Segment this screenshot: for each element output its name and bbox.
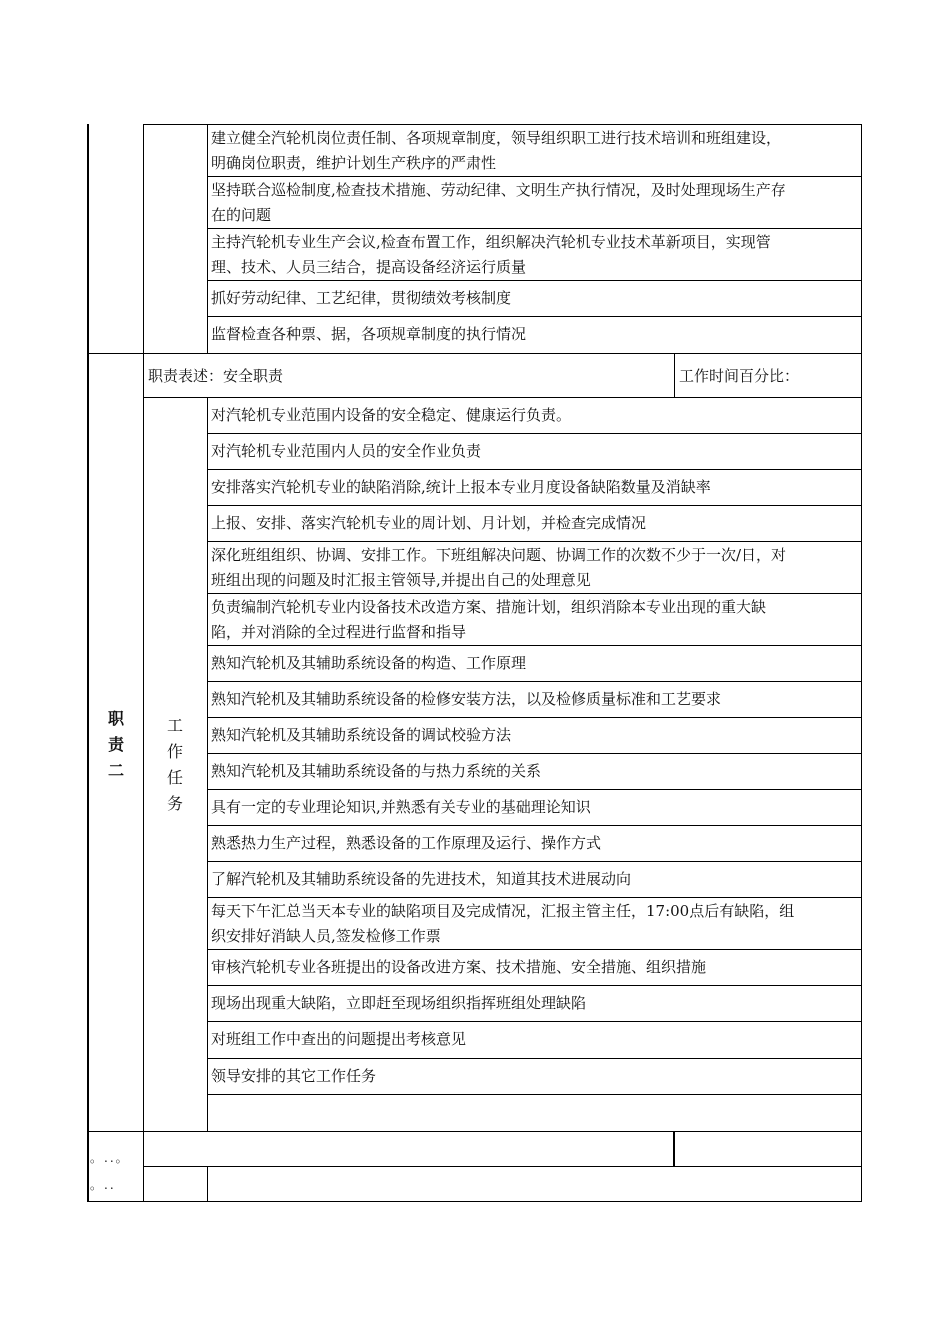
description-row-bottom: [143, 397, 862, 398]
footer-row-marker: 。..: [90, 1178, 116, 1192]
section2-row-divider: [207, 717, 862, 718]
section2-row-divider: [207, 753, 862, 754]
section2-task-item: 熟知汽轮机及其辅助系统设备的构造、工作原理: [211, 653, 527, 672]
task-label-char: 务: [166, 794, 183, 813]
section2-row-divider: [207, 433, 862, 434]
section2-task-item: 领导安排的其它工作任务: [211, 1066, 377, 1085]
section2-task-item: 熟悉热力生产过程，熟悉设备的工作原理及运行、操作方式: [211, 833, 602, 852]
section2-row-divider: [207, 897, 862, 898]
section-separator: [87, 353, 862, 354]
column-divider-2-footer: [207, 1166, 208, 1202]
section2-row-divider: [207, 861, 862, 862]
section2-row-divider: [207, 789, 862, 790]
section2-task-item: 审核汽轮机专业各班提出的设备改进方案、技术措施、安全措施、组织措施: [211, 957, 707, 976]
section1-task-item: 监督检查各种票、据，各项规章制度的执行情况: [211, 325, 527, 343]
responsibility-description: 职责表述：安全职责: [148, 367, 284, 385]
section1-row-divider: [207, 316, 862, 317]
section2-row-divider: [207, 645, 862, 646]
section1-task-item: 抓好劳动纪律、工艺纪律，贯彻绩效考核制度: [211, 288, 512, 307]
side-label-char: 二: [107, 761, 124, 780]
column-divider-1: [143, 124, 144, 1202]
section2-row-divider: [207, 1021, 862, 1022]
work-task-label: [164, 713, 186, 817]
time-percent-divider: [674, 354, 675, 397]
section2-task-item: 安排落实汽轮机专业的缺陷消除,统计上报本专业月度设备缺陷数量及消缺率: [211, 477, 711, 496]
table-right-border: [861, 124, 862, 1202]
section2-task-item: 负责编制汽轮机专业内设备技术改造方案、措施计划，组织消除本专业出现的重大缺 陷，并对消除的全过程进行监督和指导: [211, 598, 767, 641]
section2-task-item: 熟知汽轮机及其辅助系统设备的调试校验方法: [211, 725, 512, 744]
section2-row-divider: [207, 949, 862, 950]
section2-task-item: 对汽轮机专业范围内设备的安全稳定、健康运行负责。: [211, 405, 572, 424]
section1-row-divider: [207, 280, 862, 281]
section2-task-item: 了解汽轮机及其辅助系统设备的先进技术，知道其技术进展动向: [211, 869, 632, 888]
section2-row-divider: [207, 1058, 862, 1059]
section2-row-divider: [207, 825, 862, 826]
time-percent-label: 工作时间百分比：: [679, 367, 800, 385]
footer-row-separator: [143, 1166, 862, 1167]
responsibility-two-label: [105, 706, 127, 784]
side-label-char: 责: [107, 735, 124, 754]
task-label-char: 作: [166, 742, 183, 761]
table-top-border: [143, 124, 862, 125]
section2-row-divider: [207, 1094, 862, 1095]
section2-task-item: 每天下午汇总当天本专业的缺陷项目及完成情况，汇报主管主任，17:00点后有缺陷，组 织安排好消缺人员,签发检修工作票: [211, 902, 795, 945]
section1-task-item: 建立健全汽轮机岗位责任制、各项规章制度，领导组织职工进行技术培训和班组建设， 明确岗位职责，维护计划生产秩序的严肃性: [211, 129, 782, 172]
section1-row-divider: [207, 228, 862, 229]
task-label-char: 工: [166, 716, 183, 735]
section2-row-divider: [207, 469, 862, 470]
section2-task-item: 上报、安排、落实汽轮机专业的周计划、月计划，并检查完成情况: [211, 513, 647, 532]
section1-task-item: 主持汽轮机专业生产会议,检查布置工作，组织解决汽轮机专业技术革新项目，实现管 理、技术、人员三结合，提高设备经济运行质量: [211, 233, 771, 276]
footer-right-divider: [673, 1132, 675, 1166]
section2-task-item: 熟知汽轮机及其辅助系统设备的与热力系统的关系: [211, 761, 542, 780]
section2-task-item: 具有一定的专业理论知识,并熟悉有关专业的基础理论知识: [211, 797, 591, 816]
section2-task-item: 对汽轮机专业范围内人员的安全作业负责: [211, 441, 482, 460]
section2-task-item: 对班组工作中查出的问题提出考核意见: [211, 1030, 467, 1048]
section1-row-divider: [207, 176, 862, 177]
section2-row-divider: [207, 505, 862, 506]
section2-row-divider: [207, 541, 862, 542]
section2-row-divider: [207, 681, 862, 682]
side-label-char: 职: [107, 709, 124, 728]
section2-task-item: 深化班组组织、协调、安排工作。下班组解决问题、协调工作的次数不少于一次/日，对 班组出现的问题及时汇报主管领导,并提出自己的处理意见: [211, 546, 787, 589]
section2-row-divider: [207, 593, 862, 594]
section2-bottom-border: [87, 1131, 862, 1132]
column-divider-2-top: [207, 124, 208, 354]
section2-row-divider: [207, 985, 862, 986]
table-left-border: [87, 124, 89, 1202]
task-label-char: 任: [166, 768, 183, 787]
section1-task-item: 坚持联合巡检制度,检查技术措施、劳动纪律、文明生产执行情况，及时处理现场生产存 在的问题: [211, 181, 786, 224]
table-bottom-border: [87, 1201, 862, 1202]
section2-task-item: 现场出现重大缺陷，立即赶至现场组织指挥班组处理缺陷: [211, 993, 587, 1012]
footer-row-marker: 。..。: [90, 1151, 130, 1165]
section2-task-item: 熟知汽轮机及其辅助系统设备的检修安装方法，以及检修质量标准和工艺要求: [211, 689, 722, 708]
